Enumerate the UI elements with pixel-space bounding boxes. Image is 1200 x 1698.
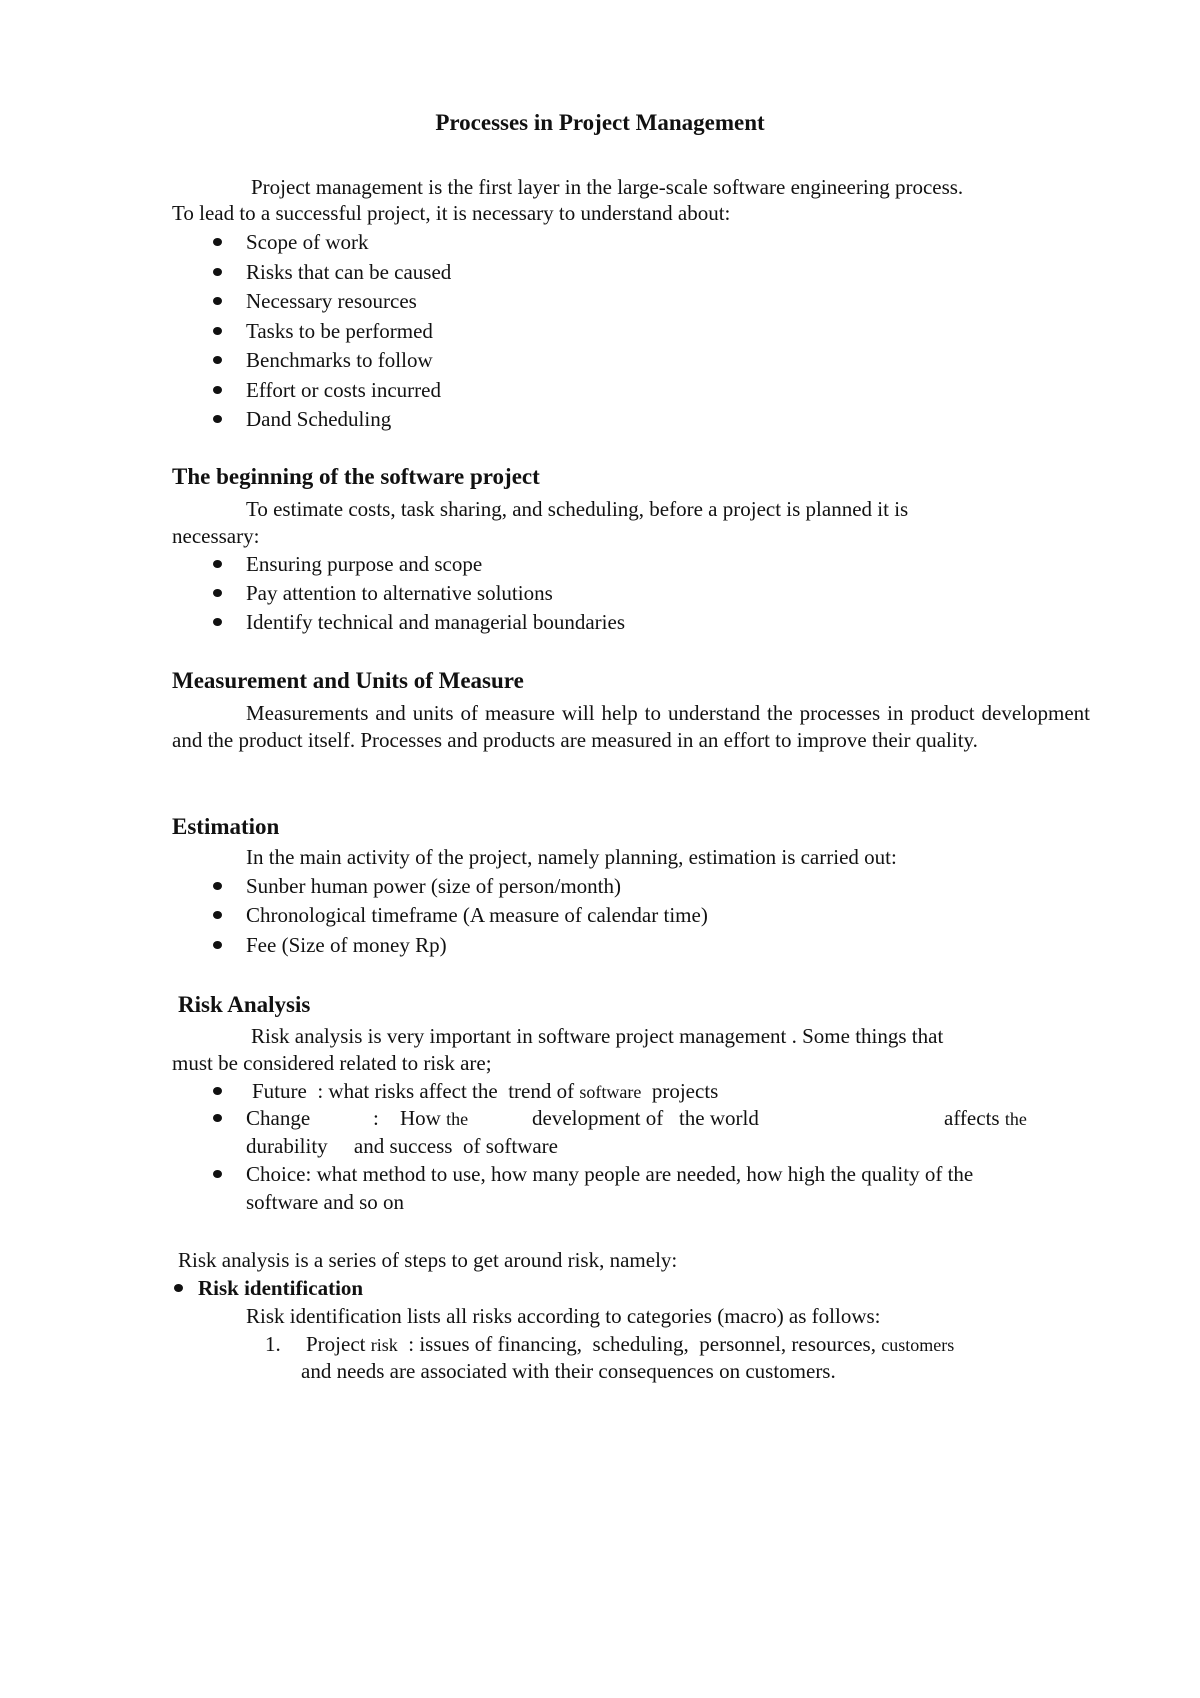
list-item: Ensuring purpose and scope [246, 551, 482, 578]
bullet-icon [213, 1114, 222, 1122]
change-development: development of the world [532, 1106, 759, 1130]
bullet-icon [213, 941, 222, 949]
list-item: Scope of work [246, 229, 368, 256]
identification-line-1: Risk identification lists all risks according to categories (macro) as follows: [246, 1304, 881, 1328]
bullet-icon [213, 386, 222, 394]
section-heading-beginning: The beginning of the software project [172, 464, 540, 489]
risk-line-2: must be considered related to risk are; [172, 1051, 492, 1075]
list-item: Dand Scheduling [246, 406, 391, 433]
bullet-icon [213, 911, 222, 919]
bullet-icon [213, 560, 222, 568]
change-affects: affects the [944, 1106, 1027, 1130]
list-item: Risks that can be caused [246, 259, 451, 286]
bullet-icon [213, 1170, 222, 1178]
bullet-icon [213, 327, 222, 335]
change-colon: : [373, 1106, 379, 1130]
bullet-icon [213, 1087, 222, 1095]
change-how: How the [400, 1106, 469, 1130]
list-item-choice: Choice: what method to use, how many people are needed, how high the quality of the [246, 1161, 973, 1188]
list-item: Benchmarks to follow [246, 347, 433, 374]
list-item-future: Future : what risks affect the trend of software projects [246, 1078, 718, 1106]
beginning-line-2: necessary: [172, 524, 260, 548]
list-item: Fee (Size of money Rp) [246, 932, 447, 959]
estimation-line-1: In the main activity of the project, namely planning, estimation is carried out: [246, 845, 897, 869]
section-heading-measurement: Measurement and Units of Measure [172, 668, 524, 693]
bullet-icon [174, 1284, 183, 1292]
bullet-icon [213, 356, 222, 364]
bullet-icon [213, 589, 222, 597]
bullet-icon [213, 268, 222, 276]
list-item: Identify technical and managerial boundaries [246, 609, 625, 636]
beginning-line-1: To estimate costs, task sharing, and scheduling, before a project is planned it is [246, 497, 909, 521]
bullet-icon [213, 238, 222, 246]
choice-line-2: software and so on [246, 1190, 405, 1214]
section-heading-risk: Risk Analysis [178, 992, 311, 1017]
bullet-icon [213, 297, 222, 305]
intro-line-2: To lead to a successful project, it is necessary to understand about: [172, 201, 731, 225]
bullet-icon [213, 415, 222, 423]
list-item: Tasks to be performed [246, 318, 433, 345]
identification-item-line-2: and needs are associated with their consequences on customers. [301, 1359, 836, 1383]
bullet-icon [213, 618, 222, 626]
identification-item-number: 1. [265, 1332, 281, 1356]
bullet-icon [213, 882, 222, 890]
list-item: Necessary resources [246, 288, 417, 315]
risk-identification-heading: Risk identification [198, 1275, 363, 1302]
list-item-change: Change [246, 1105, 310, 1132]
risk-steps-intro: Risk analysis is a series of steps to get around risk, namely: [178, 1248, 678, 1272]
list-item: Pay attention to alternative solutions [246, 580, 553, 607]
page-title: Processes in Project Management [435, 110, 765, 135]
intro-line-1: Project management is the first layer in the large-scale software engineering process. [251, 175, 964, 199]
change-line-2: durability and success of software [246, 1134, 558, 1158]
list-item: Effort or costs incurred [246, 377, 441, 404]
list-item: Chronological timeframe (A measure of calendar time) [246, 902, 708, 929]
list-item: Sunber human power (size of person/month) [246, 873, 621, 900]
section-heading-estimation: Estimation [172, 814, 280, 839]
identification-item: Project risk : issues of financing, scheduling, personnel, resources, customers [306, 1332, 955, 1356]
measurement-paragraph: Measurements and units of measure will help to understand the processes in product development and the product itself. Processes and products are measured in an effort to improve their quality. [172, 701, 1090, 752]
risk-line-1: Risk analysis is very important in software project management . Some things that [251, 1024, 944, 1048]
